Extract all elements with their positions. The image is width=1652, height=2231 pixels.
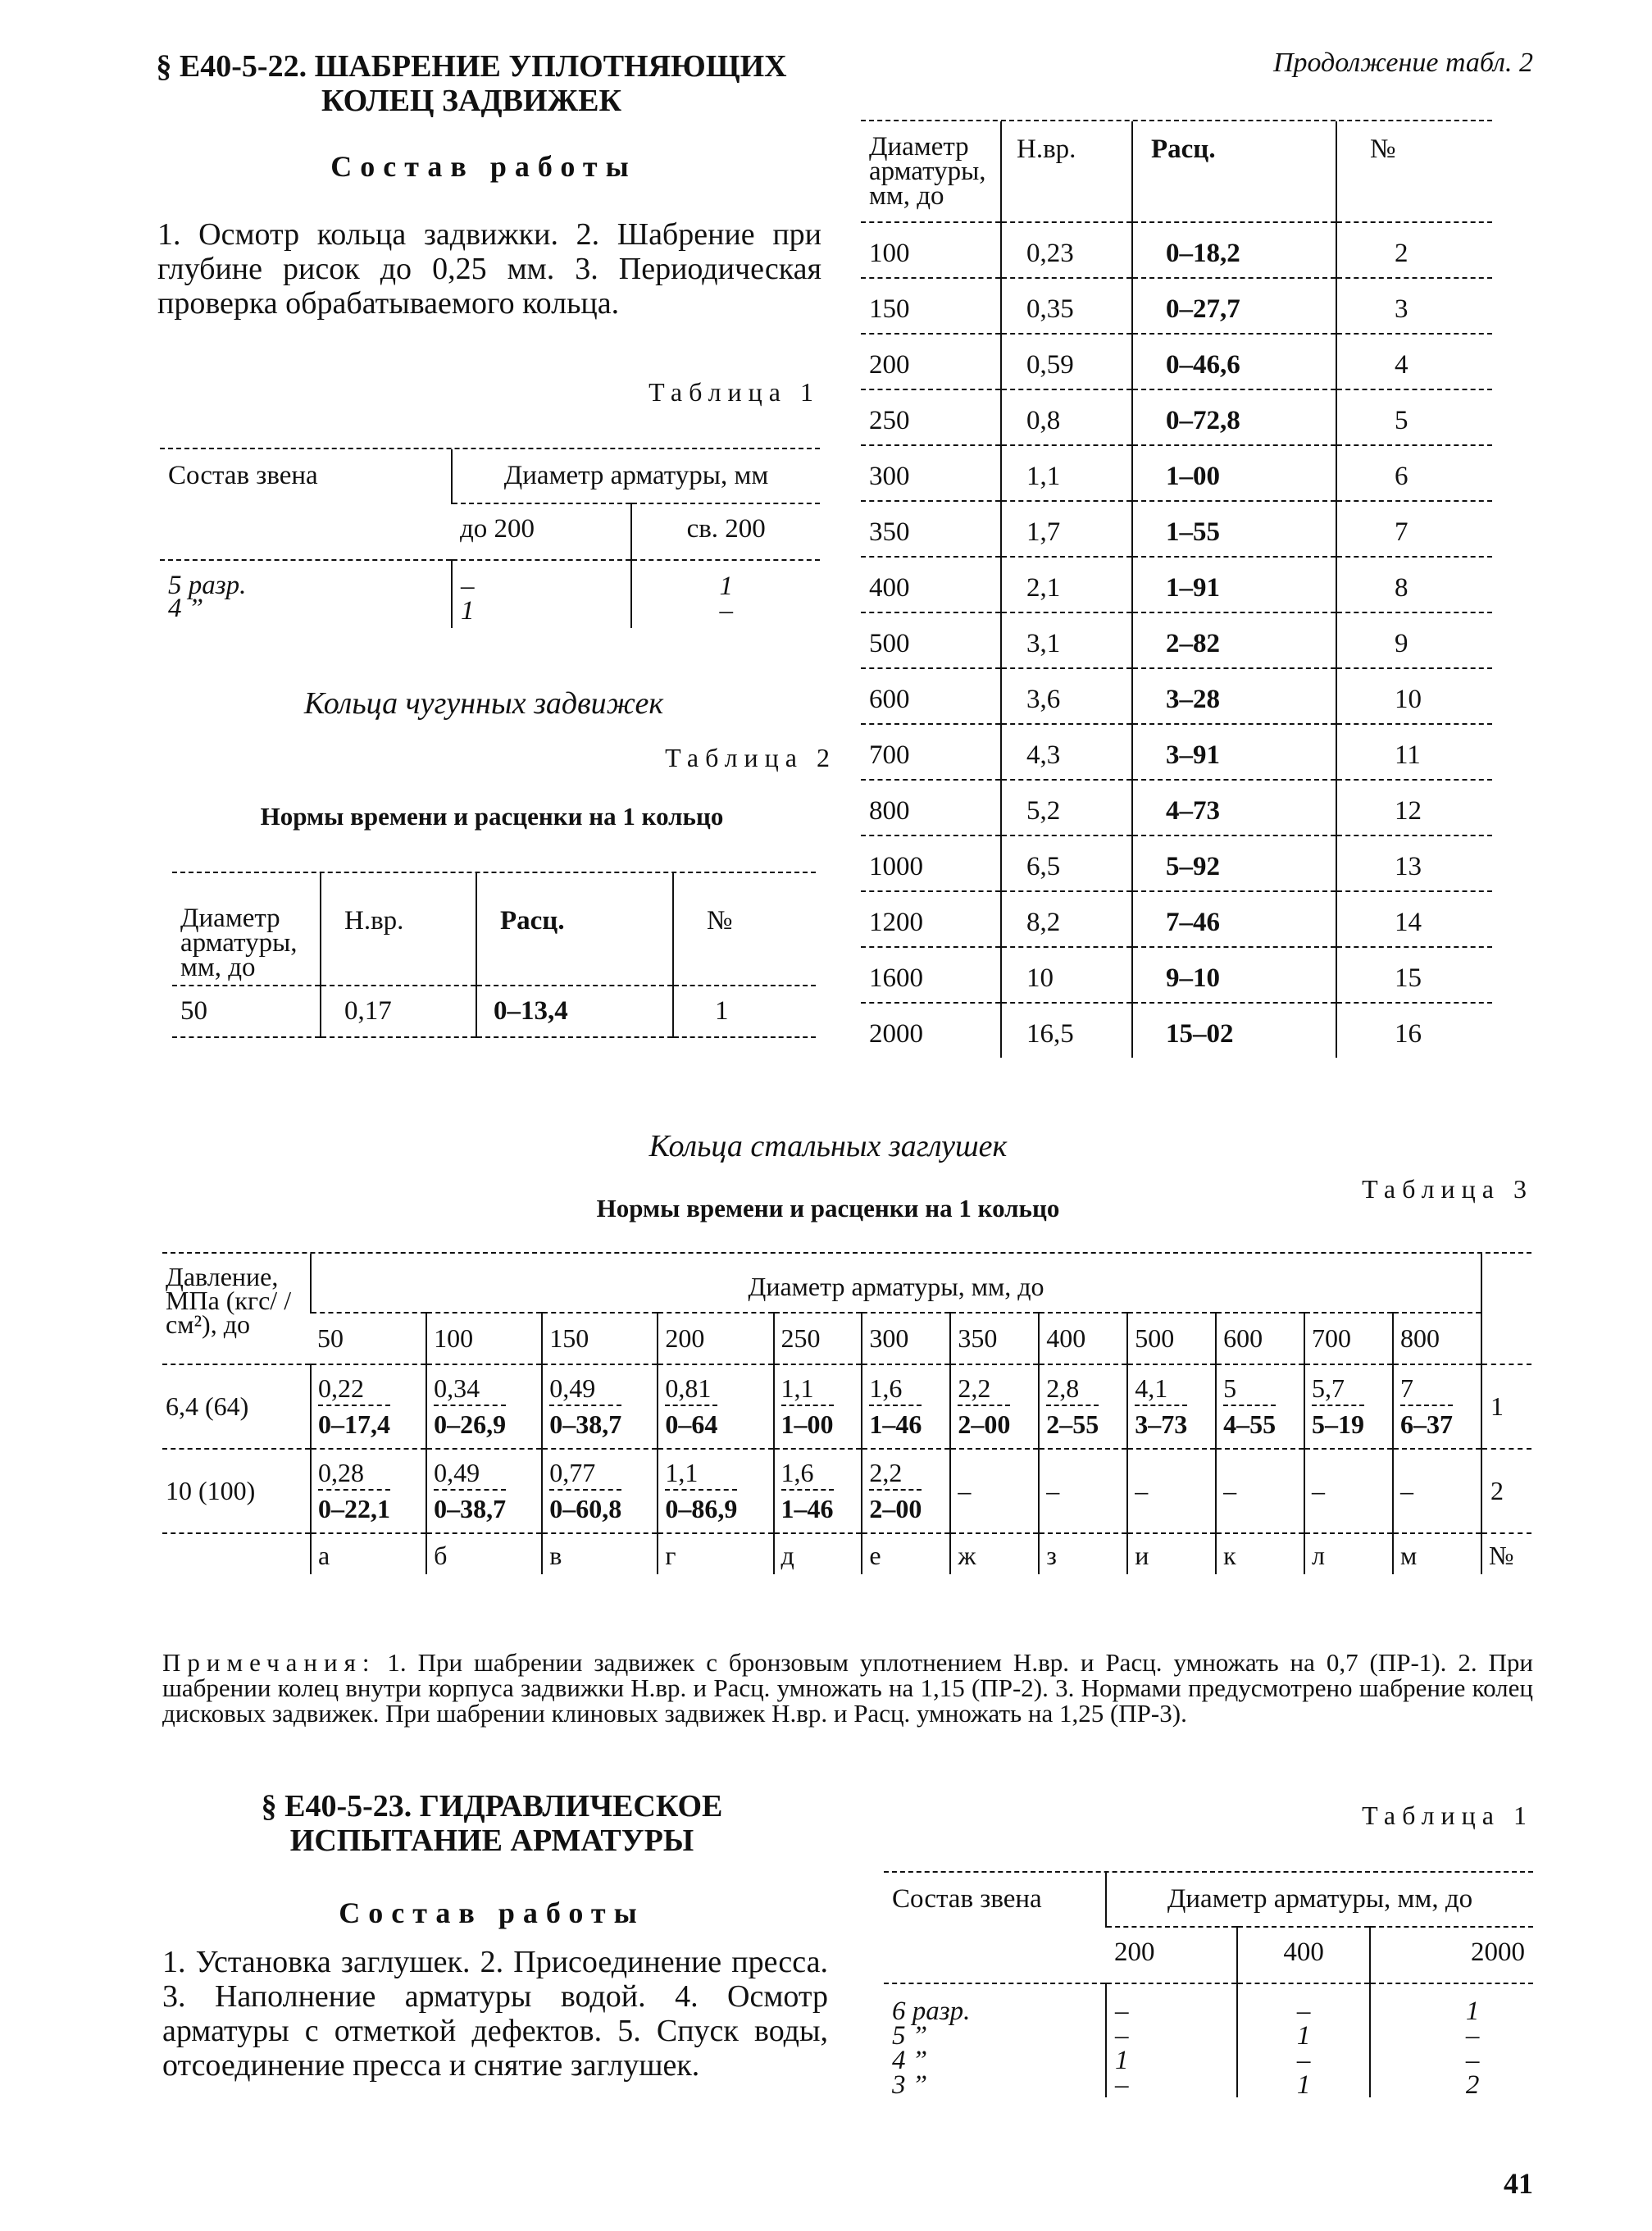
cell-crew-grade: 5 ” bbox=[892, 2021, 928, 2051]
table-3-rows bbox=[162, 1364, 1531, 1533]
cell-rate: 9–10 bbox=[1132, 947, 1336, 1003]
col-number: № bbox=[673, 873, 816, 986]
fraction-rate: 1–00 bbox=[780, 1409, 834, 1439]
cell-rate: 15–02 bbox=[1132, 1003, 1336, 1058]
subcol-2000: 2000 bbox=[1370, 1927, 1533, 1983]
fraction bbox=[781, 1373, 834, 1439]
cell-diameter: 300 bbox=[861, 445, 1001, 501]
cell-empty-dash: – bbox=[1046, 1476, 1060, 1505]
sec2-work-heading: Состав работы bbox=[339, 1896, 645, 1929]
table-1-crew-cell bbox=[160, 560, 452, 628]
column-letter: м bbox=[1393, 1533, 1481, 1574]
col-norm-time: Н.вр. bbox=[321, 873, 476, 986]
cell-rate: 7–46 bbox=[1132, 891, 1336, 947]
fraction-rate: 2–00 bbox=[958, 1409, 1011, 1439]
cell-value: – bbox=[1106, 2073, 1237, 2097]
column-letter: в bbox=[542, 1533, 658, 1574]
fraction bbox=[434, 1458, 506, 1523]
cell-number: 1 bbox=[1481, 1364, 1531, 1449]
table-1-col2-cell bbox=[631, 560, 820, 628]
cell-norm-time: 0,8 bbox=[1001, 389, 1132, 445]
cell-number: 5 bbox=[1336, 389, 1492, 445]
fraction-rate: 2–55 bbox=[1046, 1409, 1099, 1439]
notes-heading: Примечания: bbox=[162, 1648, 376, 1677]
fraction-norm-time: 2,8 bbox=[1046, 1373, 1099, 1406]
continuation-rows bbox=[861, 222, 1492, 1058]
table-3-label: Таблица 3 bbox=[1362, 1174, 1533, 1204]
cell-norm-time: 6,5 bbox=[1001, 835, 1132, 891]
sec2-table-rows bbox=[884, 1983, 1533, 2100]
cell-diameter: 150 bbox=[861, 278, 1001, 334]
fraction-rate: 0–38,7 bbox=[549, 1409, 622, 1439]
subcol-diameter: 400 bbox=[1039, 1313, 1127, 1364]
subcol-200: 200 bbox=[1106, 1927, 1237, 1983]
cell-crew-grade: 3 ” bbox=[892, 2070, 928, 2100]
sec2-table-1 bbox=[884, 1873, 1533, 2100]
cell-norm bbox=[658, 1364, 773, 1449]
fraction-norm-time: 0,77 bbox=[549, 1458, 621, 1491]
col-diameter: Диаметр арматуры, мм, до bbox=[1106, 1873, 1533, 1927]
fraction bbox=[318, 1373, 390, 1439]
cell-number: 8 bbox=[1336, 557, 1492, 612]
cell-norm bbox=[1216, 1364, 1304, 1449]
cell-rate: 0–27,7 bbox=[1132, 278, 1336, 334]
cell-norm bbox=[542, 1449, 658, 1533]
subcol-400: 400 bbox=[1237, 1927, 1370, 1983]
fraction-rate: 6–37 bbox=[1399, 1409, 1453, 1439]
cell-rate: 1–00 bbox=[1132, 445, 1336, 501]
continuation-table bbox=[861, 121, 1492, 1058]
fraction-norm-time: 0,49 bbox=[434, 1458, 506, 1491]
cell-norm-time: 4,3 bbox=[1001, 724, 1132, 780]
table-1-col1-cell bbox=[452, 560, 631, 628]
cell-diameter: 1200 bbox=[861, 891, 1001, 947]
cell-number: 6 bbox=[1336, 445, 1492, 501]
cell-value: 1 bbox=[1370, 1983, 1533, 2024]
cell-rate: 0–13,4 bbox=[476, 986, 673, 1037]
cell-empty-dash: – bbox=[1399, 1476, 1413, 1505]
section-title-line-2: КОЛЕЦ ЗАДВИЖЕК bbox=[321, 84, 621, 118]
table-row bbox=[861, 612, 1492, 668]
table-row bbox=[861, 780, 1492, 835]
subcol-diameter: 50 bbox=[311, 1313, 426, 1364]
cell-norm bbox=[1304, 1449, 1393, 1533]
fraction bbox=[318, 1458, 390, 1523]
column-letter: д bbox=[774, 1533, 862, 1574]
cell-norm bbox=[311, 1364, 426, 1449]
section-title-e40-5-22 bbox=[123, 49, 820, 118]
notes bbox=[162, 1650, 1533, 1726]
fraction-norm-time: 1,1 bbox=[665, 1458, 737, 1491]
cell-value: – bbox=[461, 571, 475, 601]
column-letter: к bbox=[1216, 1533, 1304, 1574]
fraction bbox=[1312, 1373, 1364, 1439]
table-row bbox=[861, 724, 1492, 780]
cell-number: 9 bbox=[1336, 612, 1492, 668]
cell-rate: 1–91 bbox=[1132, 557, 1336, 612]
table-1-label: Таблица 1 bbox=[649, 377, 820, 407]
cell-diameter: 100 bbox=[861, 222, 1001, 278]
fraction-norm-time: 1,1 bbox=[781, 1373, 834, 1406]
crew-grade-5: 5 разр. bbox=[168, 571, 247, 600]
cell-norm-time: 1,1 bbox=[1001, 445, 1132, 501]
cell-number: 7 bbox=[1336, 501, 1492, 557]
cell-empty-dash: – bbox=[1223, 1476, 1237, 1505]
table-row bbox=[861, 1003, 1492, 1058]
cell-diameter: 800 bbox=[861, 780, 1001, 835]
cell-diameter: 350 bbox=[861, 501, 1001, 557]
cell-value: 1 bbox=[1237, 2073, 1370, 2097]
cell-crew-grade: 6 разр. bbox=[892, 1997, 971, 2026]
cell-norm bbox=[1039, 1449, 1127, 1533]
fraction-norm-time: 0,28 bbox=[318, 1458, 390, 1491]
column-letter-number: № bbox=[1481, 1533, 1531, 1574]
col-diameter: Диаметр арматуры, мм bbox=[452, 449, 820, 503]
subcol-diameter: 300 bbox=[862, 1313, 950, 1364]
cell-norm bbox=[950, 1364, 1039, 1449]
col-diameter: Диаметр арматуры, мм, до bbox=[861, 121, 1001, 222]
col-number: № bbox=[1336, 121, 1492, 222]
table-1 bbox=[160, 449, 820, 628]
cell-pressure: 10 (100) bbox=[162, 1449, 311, 1533]
col-pressure: Давление, МПа (кгс/ /см²), до bbox=[162, 1254, 311, 1364]
column-letter: б bbox=[426, 1533, 542, 1574]
cell-norm bbox=[862, 1364, 950, 1449]
fraction-norm-time: 2,2 bbox=[869, 1458, 922, 1491]
fraction-norm-time: 5,7 bbox=[1312, 1373, 1364, 1406]
section-title-line-1: § Е40-5-23. ГИДРАВЛИЧЕСКОЕ bbox=[261, 1789, 723, 1824]
cell-diameter: 50 bbox=[172, 986, 321, 1037]
table-row bbox=[861, 222, 1492, 278]
cell-value: – bbox=[1370, 2048, 1533, 2073]
cell-empty-dash: – bbox=[1312, 1476, 1326, 1505]
subcol-diameter: 150 bbox=[542, 1313, 658, 1364]
table-row bbox=[884, 2073, 1533, 2097]
cell-empty-dash: – bbox=[1135, 1476, 1149, 1505]
table-row bbox=[861, 389, 1492, 445]
cell-norm-time: 1,7 bbox=[1001, 501, 1132, 557]
cell-norm bbox=[1216, 1449, 1304, 1533]
cell-rate: 5–92 bbox=[1132, 835, 1336, 891]
cast-iron-heading: Кольца чугунных задвижек bbox=[303, 686, 664, 721]
cell-norm bbox=[950, 1449, 1039, 1533]
sec2-table-1-label: Таблица 1 bbox=[1362, 1801, 1533, 1830]
letters-row bbox=[162, 1533, 1531, 1574]
table-3-title: Нормы времени и расценки на 1 кольцо bbox=[596, 1194, 1060, 1222]
subcol-diameter: 200 bbox=[658, 1313, 773, 1364]
subcol-diameter: 350 bbox=[950, 1313, 1039, 1364]
cell-rate: 0–46,6 bbox=[1132, 334, 1336, 389]
fraction bbox=[1400, 1373, 1453, 1439]
steel-plugs-heading: Кольца стальных заглушек bbox=[649, 1129, 1008, 1163]
cell-value: 1 bbox=[719, 571, 733, 601]
cell-norm-time: 2,1 bbox=[1001, 557, 1132, 612]
fraction-norm-time: 4,1 bbox=[1135, 1373, 1187, 1406]
fraction-rate: 0–38,7 bbox=[434, 1494, 507, 1523]
cell-norm bbox=[311, 1449, 426, 1533]
fraction-rate: 1–46 bbox=[780, 1494, 834, 1523]
column-letter: ж bbox=[950, 1533, 1039, 1574]
table-2-label: Таблица 2 bbox=[665, 743, 836, 772]
cell-value: – bbox=[1106, 1983, 1237, 2024]
cell-number: 3 bbox=[1336, 278, 1492, 334]
cell-number: 10 bbox=[1336, 668, 1492, 724]
subcol-diameter: 800 bbox=[1393, 1313, 1481, 1364]
table-row bbox=[861, 557, 1492, 612]
cell-rate: 1–55 bbox=[1132, 501, 1336, 557]
col-diameter: Диаметр арматуры, мм, до bbox=[311, 1254, 1481, 1313]
cell-norm bbox=[1127, 1449, 1216, 1533]
cell-norm bbox=[1039, 1364, 1127, 1449]
cell-rate: 0–18,2 bbox=[1132, 222, 1336, 278]
table-row bbox=[884, 2048, 1533, 2073]
col-norm-time: Н.вр. bbox=[1001, 121, 1132, 222]
cell-diameter: 200 bbox=[861, 334, 1001, 389]
cell-diameter: 250 bbox=[861, 389, 1001, 445]
table-2-title: Нормы времени и расценки на 1 кольцо bbox=[260, 802, 724, 831]
fraction-rate: 0–22,1 bbox=[318, 1494, 390, 1523]
cell-rate: 2–82 bbox=[1132, 612, 1336, 668]
fraction-rate: 3–73 bbox=[1135, 1409, 1188, 1439]
fraction-norm-time: 0,81 bbox=[665, 1373, 717, 1406]
fraction bbox=[665, 1373, 717, 1439]
fraction bbox=[781, 1458, 834, 1523]
cell-diameter: 1000 bbox=[861, 835, 1001, 891]
fraction bbox=[1135, 1373, 1187, 1439]
cell-norm bbox=[542, 1364, 658, 1449]
cell-diameter: 2000 bbox=[869, 1019, 923, 1049]
cell-pressure: 6,4 (64) bbox=[162, 1364, 311, 1449]
fraction-norm-time: 0,49 bbox=[549, 1373, 621, 1406]
cell-empty bbox=[162, 1533, 311, 1574]
fraction-rate: 2–00 bbox=[869, 1494, 922, 1523]
cell-norm-time: 0,17 bbox=[321, 986, 476, 1037]
cell-norm bbox=[862, 1449, 950, 1533]
col-rate: Расц. bbox=[476, 873, 673, 986]
cell-norm bbox=[426, 1364, 542, 1449]
cell-rate: 0–72,8 bbox=[1132, 389, 1336, 445]
subcol-diameter: 600 bbox=[1216, 1313, 1304, 1364]
table-row bbox=[861, 501, 1492, 557]
fraction-rate: 1–46 bbox=[869, 1409, 922, 1439]
table-row bbox=[162, 1364, 1531, 1449]
cell-crew-grade: 4 ” bbox=[892, 2046, 928, 2075]
fraction-norm-time: 1,6 bbox=[781, 1458, 834, 1491]
table-row bbox=[172, 986, 816, 1037]
cell-value: – bbox=[1237, 1983, 1370, 2024]
continuation-label: Продолжение табл. 2 bbox=[1272, 48, 1533, 78]
table-row bbox=[861, 947, 1492, 1003]
subcol-over-200: св. 200 bbox=[631, 503, 820, 560]
fraction-rate: 0–26,9 bbox=[434, 1409, 507, 1439]
cell-value: – bbox=[1106, 2024, 1237, 2048]
fraction bbox=[549, 1373, 621, 1439]
subcol-diameter: 700 bbox=[1304, 1313, 1393, 1364]
cell-diameter: 1600 bbox=[861, 947, 1001, 1003]
cell-value: – bbox=[719, 596, 733, 626]
subcol-up-to-200: до 200 bbox=[452, 503, 631, 560]
diameter-row bbox=[162, 1313, 1531, 1364]
table-2-rows bbox=[172, 986, 816, 1037]
fraction bbox=[1223, 1373, 1276, 1439]
cell-norm bbox=[1304, 1364, 1393, 1449]
table-row bbox=[861, 891, 1492, 947]
column-letter: г bbox=[658, 1533, 773, 1574]
fraction-rate: 0–64 bbox=[665, 1409, 718, 1439]
fraction bbox=[549, 1458, 621, 1523]
cell-norm bbox=[1393, 1449, 1481, 1533]
cell-norm-time: 0,35 bbox=[1001, 278, 1132, 334]
cell-norm bbox=[426, 1449, 542, 1533]
table-row bbox=[861, 445, 1492, 501]
notes-text: 1. При шабрении задвижек с бронзовым уплотнением Н.вр. и Расц. умножать на 0,7 (ПР-1). 2. При шабрении колец внутри корпуса задвижки Н.вр. и Расц. умножать на 1,15 (ПР-2). 3. Нормами предусмотрено шабрение колец дисковых задвижек. При шабрении клиновых задвижек Н.вр. и Расц. умножать на 1,25 (ПР-3). bbox=[162, 1648, 1533, 1728]
fraction-norm-time: 1,6 bbox=[869, 1373, 922, 1406]
fraction bbox=[665, 1458, 737, 1523]
cell-value: 2 bbox=[1370, 2073, 1533, 2097]
cell-norm bbox=[774, 1364, 862, 1449]
table-row bbox=[884, 2024, 1533, 2048]
cell-value: 1 bbox=[1106, 2048, 1237, 2073]
table-row bbox=[162, 1449, 1531, 1533]
table-row bbox=[861, 334, 1492, 389]
fraction bbox=[1046, 1373, 1099, 1439]
cell-value: 1 bbox=[1237, 2024, 1370, 2048]
cell-rate: 4–73 bbox=[1132, 780, 1336, 835]
fraction bbox=[869, 1373, 922, 1439]
cell-number: 16 bbox=[1336, 1003, 1492, 1058]
fraction-rate: 0–86,9 bbox=[665, 1494, 738, 1523]
cell-diameter: 600 bbox=[861, 668, 1001, 724]
fraction-norm-time: 2,2 bbox=[958, 1373, 1010, 1406]
column-letter: л bbox=[1304, 1533, 1393, 1574]
cell-number: 11 bbox=[1336, 724, 1492, 780]
subcol-diameter: 500 bbox=[1127, 1313, 1216, 1364]
cell-number: 2 bbox=[1336, 222, 1492, 278]
column-letter: и bbox=[1127, 1533, 1216, 1574]
cell-norm bbox=[1127, 1364, 1216, 1449]
table-2 bbox=[172, 873, 816, 1038]
col-diameter: Диаметр арматуры, мм, до bbox=[172, 873, 321, 986]
cell-rate: 3–28 bbox=[1132, 668, 1336, 724]
col-number-empty bbox=[1481, 1254, 1531, 1364]
fraction-rate: 5–19 bbox=[1312, 1409, 1365, 1439]
cell-norm-time: 0,59 bbox=[1001, 334, 1132, 389]
fraction-rate: 4–55 bbox=[1223, 1409, 1277, 1439]
cell-diameter: 700 bbox=[861, 724, 1001, 780]
cell-norm bbox=[774, 1449, 862, 1533]
cell-diameter: 500 bbox=[861, 612, 1001, 668]
section-title-line-1: § Е40-5-22. ШАБРЕНИЕ УПЛОТНЯЮЩИХ bbox=[156, 49, 787, 84]
col-composition: Состав звена bbox=[160, 449, 452, 560]
cell-norm-time: 0,23 bbox=[1001, 222, 1132, 278]
cell-norm-time: 10 bbox=[1001, 947, 1132, 1003]
fraction bbox=[434, 1373, 506, 1439]
cell-number: 14 bbox=[1336, 891, 1492, 947]
table-row bbox=[861, 278, 1492, 334]
cell-value: 1 bbox=[461, 596, 475, 626]
cell-number: 13 bbox=[1336, 835, 1492, 891]
cell-number: 1 bbox=[673, 986, 816, 1037]
crew-grade-4: 4 ” bbox=[168, 594, 204, 623]
fraction-norm-time: 0,22 bbox=[318, 1373, 390, 1406]
subcol-diameter: 250 bbox=[774, 1313, 862, 1364]
subcol-diameter: 100 bbox=[426, 1313, 542, 1364]
fraction-rate: 0–60,8 bbox=[549, 1494, 622, 1523]
cell-number: 2 bbox=[1481, 1449, 1531, 1533]
cell-norm-time: 16,5 bbox=[1001, 1003, 1132, 1058]
cell-diameter: 400 bbox=[861, 557, 1001, 612]
cell-norm-time: 3,6 bbox=[1001, 668, 1132, 724]
table-row bbox=[884, 1983, 1533, 2024]
column-letter: а bbox=[311, 1533, 426, 1574]
fraction-norm-time: 7 bbox=[1400, 1373, 1453, 1406]
page-number: 41 bbox=[1504, 2167, 1533, 2200]
cell-rate: 3–91 bbox=[1132, 724, 1336, 780]
cell-norm-time: 5,2 bbox=[1001, 780, 1132, 835]
section-title-e40-5-23 bbox=[164, 1789, 820, 1858]
cell-empty-dash: – bbox=[958, 1476, 972, 1505]
cell-norm bbox=[658, 1449, 773, 1533]
column-letter: е bbox=[862, 1533, 950, 1574]
col-rate: Расц. bbox=[1132, 121, 1336, 222]
table-row bbox=[861, 835, 1492, 891]
table-3 bbox=[162, 1254, 1531, 1574]
fraction-norm-time: 5 bbox=[1223, 1373, 1276, 1406]
section-title-line-2: ИСПЫТАНИЕ АРМАТУРЫ bbox=[289, 1824, 694, 1858]
cell-number: 15 bbox=[1336, 947, 1492, 1003]
work-composition-text: 1. Осмотр кольца задвижки. 2. Шабрение при глубине рисок до 0,25 мм. 3. Периодическая проверка обрабатываемого кольца. bbox=[157, 217, 821, 321]
sec2-work-text: 1. Установка заглушек. 2. Присоединение пресса. 3. Наполнение арматуры водой. 4. Осмотр арматуры с отметкой дефектов. 5. Спуск воды, отсоединение пресса и снятие заглушек. bbox=[162, 1945, 828, 2083]
fraction-rate: 0–17,4 bbox=[318, 1409, 390, 1439]
work-composition-heading: Состав работы bbox=[330, 150, 637, 183]
col-composition: Состав звена bbox=[884, 1873, 1106, 1983]
cell-value: – bbox=[1370, 2024, 1533, 2048]
cell-number: 4 bbox=[1336, 334, 1492, 389]
fraction bbox=[869, 1458, 922, 1523]
cell-norm-time: 8,2 bbox=[1001, 891, 1132, 947]
cell-number: 12 bbox=[1336, 780, 1492, 835]
fraction-norm-time: 0,34 bbox=[434, 1373, 506, 1406]
fraction bbox=[958, 1373, 1010, 1439]
cell-norm bbox=[1393, 1364, 1481, 1449]
column-letter: з bbox=[1039, 1533, 1127, 1574]
cell-norm-time: 3,1 bbox=[1001, 612, 1132, 668]
table-row bbox=[861, 668, 1492, 724]
cell-value: – bbox=[1237, 2048, 1370, 2073]
